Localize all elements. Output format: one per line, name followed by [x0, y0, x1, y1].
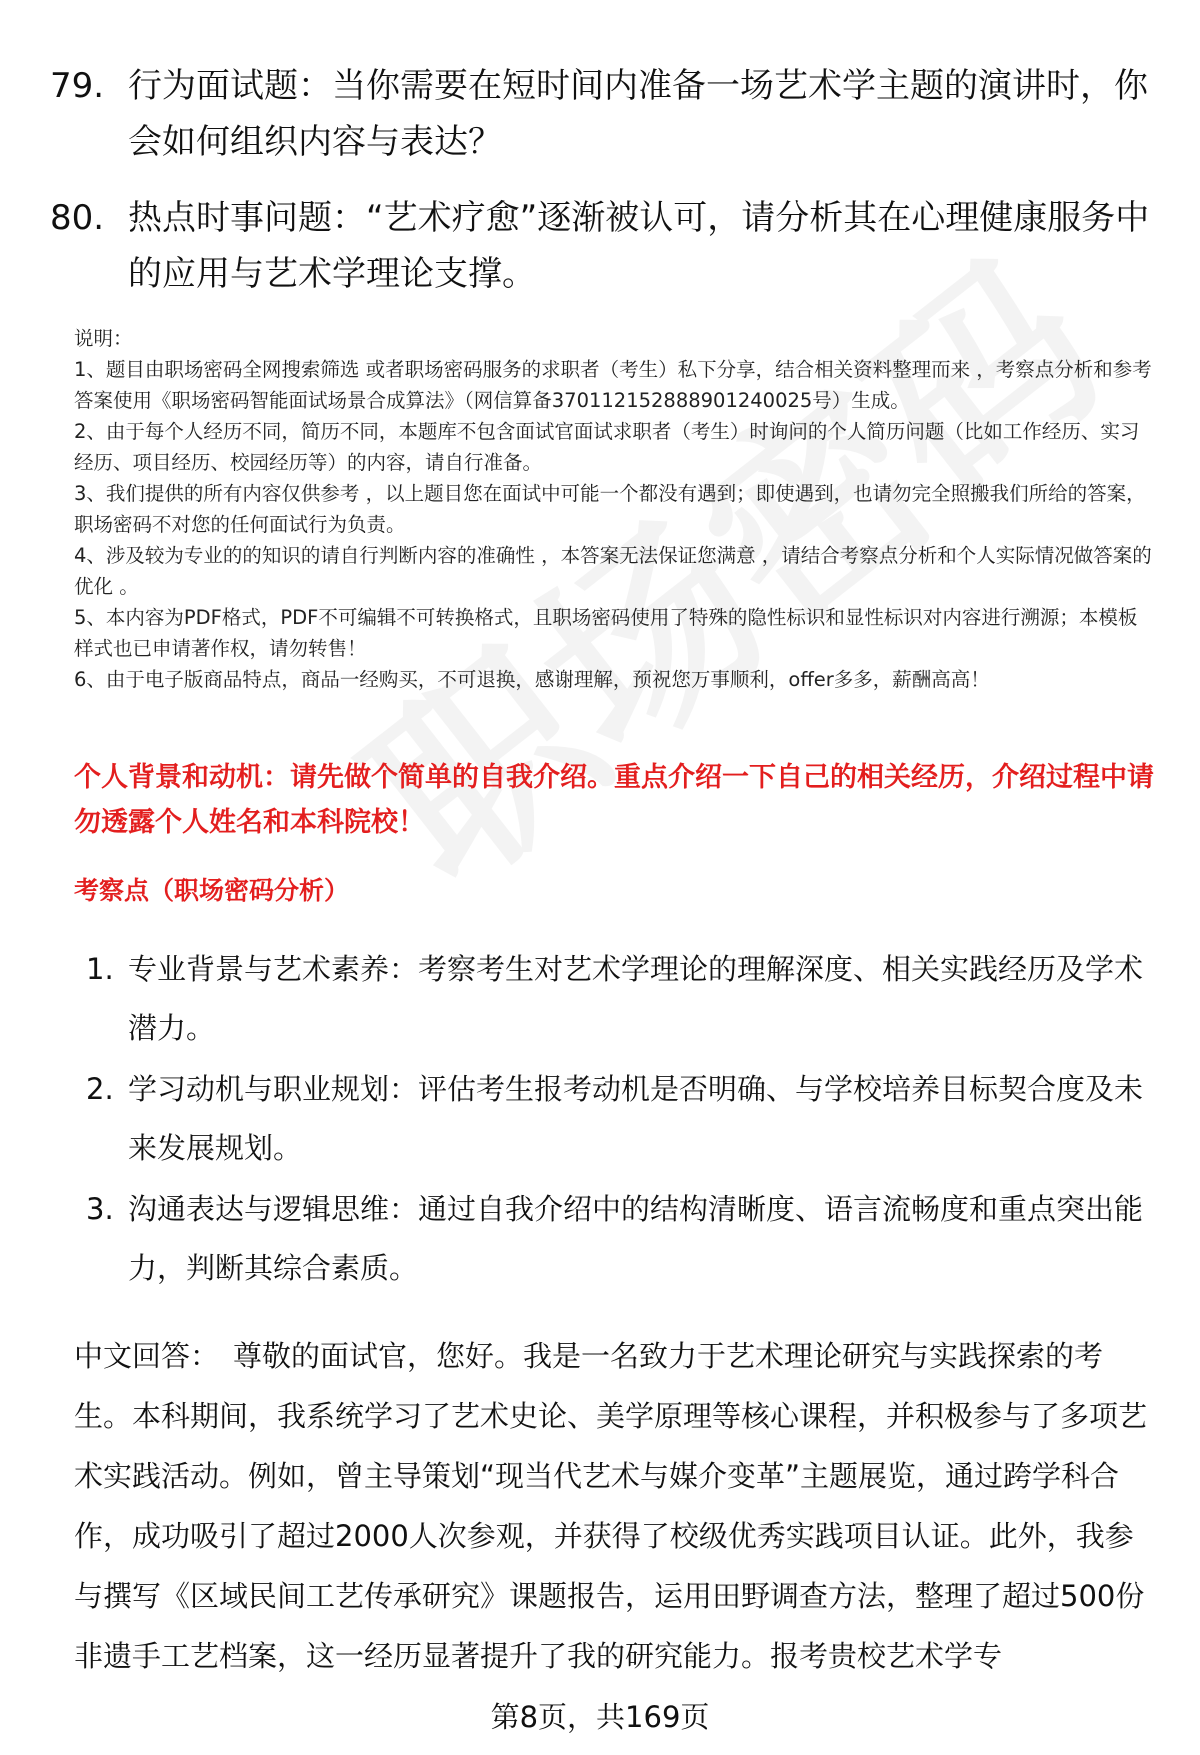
note-item: 3、我们提供的所有内容仅供参考 ，以上题目您在面试中可能一个都没有遇到；即使遇到，也请勿完全照搬我们所给的答案，职场密码不对您的任何面试行为负责。: [74, 482, 1146, 536]
point-text: 沟通表达与逻辑思维：通过自我介绍中的结构清晰度、语言流畅度和重点突出能力，判断其综合素质。: [128, 1192, 1144, 1285]
note-item: 1、题目由职场密码全网搜索筛选 或者职场密码服务的求职者（考生）私下分享，结合相关资料整理而来 ，考察点分析和参考答案使用《职场密码智能面试场景合成算法》（网信算备370112152888901240025号）生成。: [74, 358, 1152, 412]
section-heading: 个人背景和动机：请先做个简单的自我介绍。重点介绍一下自己的相关经历，介绍过程中请勿透露个人姓名和本科院校！: [74, 762, 1154, 838]
note-item: 5、本内容为PDF格式，PDF不可编辑不可转换格式，且职场密码使用了特殊的隐性标识和显性标识对内容进行溯源；本模板样式也已申请著作权，请勿转售！: [74, 606, 1138, 660]
point-number: 3.: [86, 1192, 114, 1226]
point-number: 1.: [86, 952, 114, 986]
disclaimer-notes: [74, 323, 1154, 695]
list-item: [74, 1180, 1154, 1298]
page-number: 第8页，共169页: [490, 1700, 710, 1734]
point-text: 专业背景与艺术素养：考察考生对艺术学理论的理解深度、相关实践经历及学术潜力。: [128, 952, 1144, 1045]
answer-label: 中文回答：: [74, 1339, 220, 1373]
analysis-points: [74, 940, 1154, 1300]
list-item: [74, 1060, 1154, 1178]
note-item: 6、由于电子版商品特点，商品一经购买，不可退换，感谢理解，预祝您万事顺利，offer多多，薪酬高高！: [74, 668, 990, 691]
question-number: 79.: [50, 66, 105, 106]
question-text: 行为面试题：当你需要在短时间内准备一场艺术学主题的演讲时，你会如何组织内容与表达？: [128, 66, 1148, 162]
question-text: 热点时事问题：“艺术疗愈”逐渐被认可，请分析其在心理健康服务中的应用与艺术学理论支撑。: [128, 198, 1150, 294]
note-item: 4、涉及较为专业的的知识的请自行判断内容的准确性 ，本答案无法保证您满意 ，请结合考察点分析和个人实际情况做答案的优化 。: [74, 544, 1152, 598]
notes-title: 说明：: [74, 327, 133, 350]
question-80: [50, 190, 1150, 302]
question-number: 80.: [50, 198, 105, 238]
note-item: 2、由于每个人经历不同，简历不同，本题库不包含面试官面试求职者（考生）时询问的个人简历问题（比如工作经历、实习经历、项目经历、校园经历等）的内容，请自行准备。: [74, 420, 1140, 474]
point-number: 2.: [86, 1072, 114, 1106]
analysis-title: 考察点（职场密码分析）: [74, 876, 350, 905]
point-text: 学习动机与职业规划：评估考生报考动机是否明确、与学校培养目标契合度及未来发展规划。: [128, 1072, 1144, 1165]
list-item: [74, 940, 1154, 1058]
answer-text: 尊敬的面试官，您好。我是一名致力于艺术理论研究与实践探索的考生。本科期间，我系统学习了艺术史论、美学原理等核心课程，并积极参与了多项艺术实践活动。例如，曾主导策划“现当代艺术与媒介变革”主题展览，通过跨学科合作，成功吸引了超过2000人次参观，并获得了校级优秀实践项目认证。此外，我参与撰写《区域民间工艺传承研究》课题报告，运用田野调查方法，整理了超过500份非遗手工艺档案，这一经历显著提升了我的研究能力。报考贵校艺术学专: [74, 1339, 1148, 1673]
question-79: [50, 58, 1150, 170]
answer-block: [74, 1326, 1154, 1686]
